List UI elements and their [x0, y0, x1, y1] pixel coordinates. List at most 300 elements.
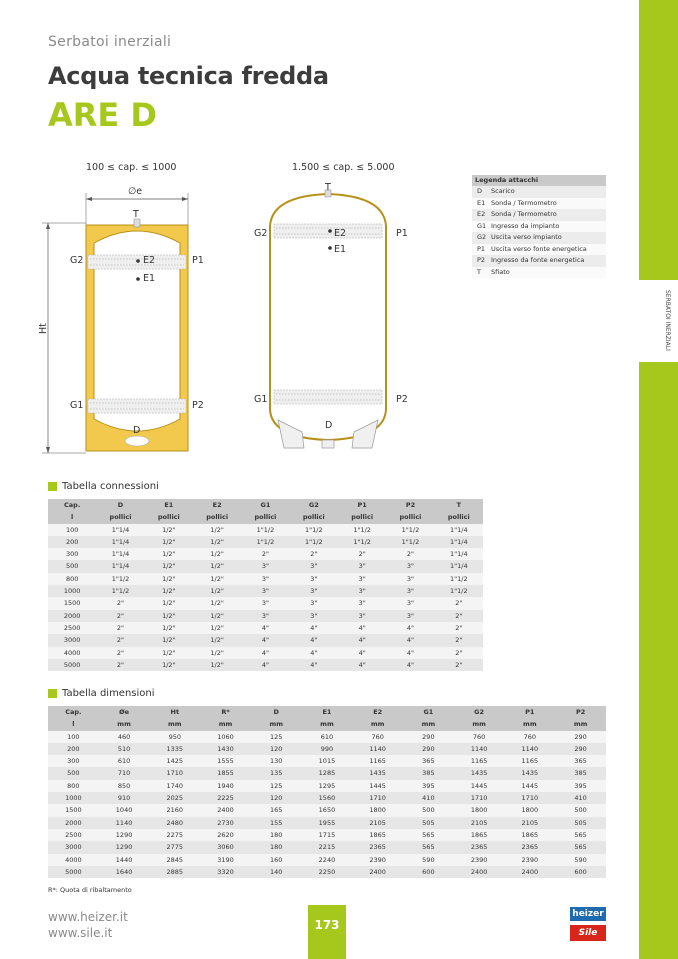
table-cell: 3"	[241, 573, 289, 585]
table-cell: 600	[555, 866, 606, 878]
table-cell: 2000	[48, 817, 99, 829]
table-cell: 1295	[302, 780, 353, 792]
column-header: Cap.	[48, 499, 96, 511]
table-cell: 505	[403, 817, 454, 829]
table-cell: 1/2"	[193, 610, 241, 622]
column-header: E2	[193, 499, 241, 511]
table-cell: 1650	[302, 804, 353, 816]
column-unit: pollici	[145, 511, 193, 523]
table-cell: 100	[48, 524, 96, 536]
large-label-g1: G1	[254, 394, 268, 405]
website-link-heizer[interactable]: www.heizer.it	[48, 910, 128, 924]
table-cell: 1560	[302, 792, 353, 804]
table-cell: 3"	[386, 560, 434, 572]
footnote: R*: Quota di ribaltamento	[48, 886, 132, 894]
table-row	[48, 829, 606, 841]
model-name: ARE D	[48, 96, 157, 134]
table-cell: 565	[403, 829, 454, 841]
table-header-row	[48, 511, 483, 523]
small-label-diameter: ∅e	[128, 186, 143, 197]
heizer-logo: heizer	[570, 907, 606, 921]
table-cell: 1/2"	[193, 647, 241, 659]
table-cell: 155	[251, 817, 302, 829]
page-number: 173	[314, 918, 340, 932]
table-row	[48, 610, 483, 622]
large-label-g2: G2	[254, 228, 268, 239]
table-cell: 1"1/2	[290, 524, 338, 536]
table-cell: 120	[251, 792, 302, 804]
column-header: E1	[302, 706, 353, 718]
table-cell: 2845	[149, 854, 200, 866]
table-cell: 4"	[338, 659, 386, 671]
table-cell: 2400	[504, 866, 555, 878]
legend-row	[472, 209, 606, 221]
table-cell: 290	[403, 743, 454, 755]
table-cell: 2105	[504, 817, 555, 829]
table-cell: 850	[99, 780, 150, 792]
side-accent-bar-bottom	[639, 362, 678, 959]
column-header: P1	[338, 499, 386, 511]
legend-desc: Sonda / Termometro	[491, 210, 557, 218]
large-tank-diagram	[264, 186, 394, 456]
table-cell: 2"	[338, 548, 386, 560]
table-row	[48, 573, 483, 585]
table-cell: 2885	[149, 866, 200, 878]
table-cell: 1"1/2	[96, 573, 144, 585]
table-cell: 5000	[48, 659, 96, 671]
table-cell: 610	[302, 731, 353, 743]
table-cell: 3"	[386, 585, 434, 597]
dimensions-section-title	[48, 688, 155, 699]
table-cell: 1290	[99, 829, 150, 841]
large-label-e1: E1	[334, 244, 347, 255]
table-cell: 1000	[48, 792, 99, 804]
table-cell: 800	[48, 573, 96, 585]
table-row	[48, 866, 606, 878]
table-row	[48, 841, 606, 853]
legend-code: E1	[477, 198, 486, 207]
table-cell: 2365	[454, 841, 505, 853]
table-cell: 180	[251, 841, 302, 853]
large-label-p2: P2	[396, 394, 408, 405]
table-row	[48, 804, 606, 816]
small-tank-caption: 100 ≤ cap. ≤ 1000	[86, 162, 177, 173]
connections-title: Tabella connessioni	[62, 481, 159, 492]
table-cell: 2225	[200, 792, 251, 804]
table-cell: 200	[48, 536, 96, 548]
table-cell: 395	[555, 780, 606, 792]
table-cell: 1"1/2	[338, 536, 386, 548]
table-row	[48, 743, 606, 755]
column-header: R*	[200, 706, 251, 718]
table-cell: 1425	[149, 755, 200, 767]
column-unit: pollici	[241, 511, 289, 523]
table-cell: 800	[48, 780, 99, 792]
table-cell: 1865	[352, 829, 403, 841]
table-cell: 1000	[48, 585, 96, 597]
table-cell: 1445	[454, 780, 505, 792]
table-cell: 1/2"	[145, 647, 193, 659]
table-cell: 1865	[504, 829, 555, 841]
table-cell: 1640	[99, 866, 150, 878]
table-cell: 395	[403, 780, 454, 792]
table-cell: 4"	[290, 634, 338, 646]
table-cell: 1800	[454, 804, 505, 816]
table-cell: 1/2"	[193, 536, 241, 548]
table-cell: 3"	[241, 560, 289, 572]
table-cell: 1445	[504, 780, 555, 792]
legend-row	[472, 221, 606, 233]
table-header-row	[48, 718, 606, 730]
table-cell: 1/2"	[145, 524, 193, 536]
table-cell: 3"	[241, 585, 289, 597]
table-cell: 2"	[435, 622, 483, 634]
table-cell: 2160	[149, 804, 200, 816]
table-cell: 1/2"	[193, 597, 241, 609]
table-cell: 300	[48, 548, 96, 560]
table-cell: 2390	[352, 854, 403, 866]
table-cell: 2"	[386, 548, 434, 560]
table-cell: 910	[99, 792, 150, 804]
table-cell: 2"	[435, 634, 483, 646]
table-cell: 1285	[302, 767, 353, 779]
table-cell: 1/2"	[145, 622, 193, 634]
table-cell: 1"1/4	[435, 560, 483, 572]
table-cell: 2480	[149, 817, 200, 829]
table-cell: 460	[99, 731, 150, 743]
legend-code: E2	[477, 210, 486, 218]
table-cell: 1/2"	[145, 597, 193, 609]
table-cell: 2250	[302, 866, 353, 878]
table-cell: 4"	[386, 659, 434, 671]
column-unit: mm	[403, 718, 454, 730]
large-tank-caption: 1.500 ≤ cap. ≤ 5.000	[292, 162, 395, 173]
table-cell: 1/2"	[193, 622, 241, 634]
column-header: E1	[145, 499, 193, 511]
table-cell: 2365	[352, 841, 403, 853]
table-cell: 4"	[241, 622, 289, 634]
table-cell: 290	[403, 731, 454, 743]
table-cell: 2"	[96, 659, 144, 671]
table-cell: 290	[555, 743, 606, 755]
table-cell: 2400	[352, 866, 403, 878]
table-cell: 500	[48, 767, 99, 779]
column-header: D	[96, 499, 144, 511]
table-cell: 1060	[200, 731, 251, 743]
column-unit: pollici	[290, 511, 338, 523]
table-cell: 500	[403, 804, 454, 816]
legend-title: Legenda attacchi	[472, 175, 606, 186]
small-label-g1: G1	[70, 400, 84, 411]
table-cell: 180	[251, 829, 302, 841]
table-cell: 1435	[504, 767, 555, 779]
table-cell: 1"1/4	[435, 536, 483, 548]
table-cell: 3"	[338, 597, 386, 609]
table-cell: 1955	[302, 817, 353, 829]
table-cell: 300	[48, 755, 99, 767]
table-cell: 1855	[200, 767, 251, 779]
table-row	[48, 524, 483, 536]
table-cell: 3"	[290, 585, 338, 597]
table-cell: 1/2"	[145, 634, 193, 646]
side-tab-label: SERBATOI INERZIALI	[664, 290, 671, 351]
table-cell: 100	[48, 731, 99, 743]
table-row	[48, 854, 606, 866]
table-cell: 1"1/2	[241, 536, 289, 548]
table-cell: 4000	[48, 854, 99, 866]
table-cell: 1/2"	[145, 536, 193, 548]
table-cell: 1/2"	[193, 548, 241, 560]
table-cell: 1140	[99, 817, 150, 829]
table-cell: 1/2"	[193, 560, 241, 572]
sile-logo: Sile	[570, 925, 606, 941]
table-cell: 3000	[48, 841, 99, 853]
section-marker	[48, 689, 57, 698]
table-cell: 3"	[338, 585, 386, 597]
table-cell: 1710	[149, 767, 200, 779]
table-cell: 1"1/4	[96, 560, 144, 572]
table-cell: 2"	[435, 647, 483, 659]
table-cell: 1/2"	[145, 659, 193, 671]
table-cell: 1040	[99, 804, 150, 816]
table-cell: 3"	[338, 573, 386, 585]
category-title: Serbatoi inerziali	[48, 34, 172, 50]
table-cell: 1800	[352, 804, 403, 816]
table-cell: 140	[251, 866, 302, 878]
table-cell: 565	[555, 829, 606, 841]
table-cell: 4"	[290, 659, 338, 671]
large-label-p1: P1	[396, 228, 408, 239]
legend-code: P1	[477, 244, 486, 253]
table-cell: 2500	[48, 622, 96, 634]
table-cell: 1140	[504, 743, 555, 755]
table-cell: 410	[403, 792, 454, 804]
column-unit: mm	[454, 718, 505, 730]
table-cell: 2"	[241, 548, 289, 560]
table-cell: 1"1/4	[96, 548, 144, 560]
legend-row	[472, 198, 606, 210]
table-cell: 1800	[504, 804, 555, 816]
connections-section-title	[48, 481, 159, 492]
table-cell: 1015	[302, 755, 353, 767]
column-header: T	[435, 499, 483, 511]
table-cell: 590	[403, 854, 454, 866]
column-unit: pollici	[386, 511, 434, 523]
table-row	[48, 792, 606, 804]
table-cell: 120	[251, 743, 302, 755]
table-cell: 2"	[96, 634, 144, 646]
dimensions-title: Tabella dimensioni	[62, 688, 155, 699]
legend-desc: Ingresso da impianto	[491, 221, 560, 230]
table-cell: 1/2"	[145, 548, 193, 560]
large-label-t: T	[325, 182, 331, 193]
table-cell: 2215	[302, 841, 353, 853]
table-cell: 505	[555, 817, 606, 829]
table-cell: 385	[403, 767, 454, 779]
table-cell: 3"	[386, 610, 434, 622]
table-cell: 125	[251, 731, 302, 743]
table-cell: 1335	[149, 743, 200, 755]
table-cell: 3"	[338, 610, 386, 622]
table-cell: 2500	[48, 829, 99, 841]
table-cell: 760	[504, 731, 555, 743]
table-cell: 1/2"	[145, 560, 193, 572]
column-header: G2	[290, 499, 338, 511]
table-cell: 510	[99, 743, 150, 755]
column-header: G2	[454, 706, 505, 718]
legend-row	[472, 244, 606, 256]
table-row	[48, 536, 483, 548]
legend-desc: Sfiato	[491, 267, 510, 276]
table-cell: 500	[555, 804, 606, 816]
table-cell: 590	[555, 854, 606, 866]
column-header: G1	[241, 499, 289, 511]
table-cell: 4"	[241, 659, 289, 671]
legend-row	[472, 232, 606, 244]
small-label-p2: P2	[192, 400, 204, 411]
table-cell: 2390	[504, 854, 555, 866]
column-header: Ht	[149, 706, 200, 718]
legend-code: G1	[477, 221, 487, 230]
table-cell: 4"	[338, 634, 386, 646]
legend-code: D	[477, 187, 483, 195]
table-cell: 3"	[290, 597, 338, 609]
table-row	[48, 585, 483, 597]
table-cell: 710	[99, 767, 150, 779]
column-header: P2	[386, 499, 434, 511]
table-cell: 2000	[48, 610, 96, 622]
legend-desc: Sonda / Termometro	[491, 198, 557, 207]
table-cell: 2"	[96, 597, 144, 609]
legend-code: P2	[477, 256, 486, 264]
column-unit: pollici	[435, 511, 483, 523]
page-title: Acqua tecnica fredda	[48, 62, 329, 90]
table-cell: 1/2"	[193, 524, 241, 536]
website-link-sile[interactable]: www.sile.it	[48, 926, 113, 940]
table-cell: 1445	[352, 780, 403, 792]
table-cell: 3"	[241, 610, 289, 622]
table-cell: 3320	[200, 866, 251, 878]
table-cell: 1500	[48, 597, 96, 609]
legend-code: G2	[477, 233, 487, 241]
small-label-e1: E1	[143, 273, 156, 284]
table-cell: 410	[555, 792, 606, 804]
table-cell: 1"1/4	[96, 536, 144, 548]
table-cell: 1"1/2	[338, 524, 386, 536]
table-cell: 1710	[454, 792, 505, 804]
column-unit: l	[48, 511, 96, 523]
small-label-g2: G2	[70, 255, 84, 266]
connections-legend	[472, 175, 606, 278]
table-cell: 565	[555, 841, 606, 853]
legend-code: T	[477, 267, 481, 276]
table-cell: 3"	[290, 560, 338, 572]
table-cell: 1140	[454, 743, 505, 755]
table-cell: 1"1/4	[96, 524, 144, 536]
table-cell: 2"	[96, 622, 144, 634]
table-cell: 1"1/2	[241, 524, 289, 536]
column-header: P2	[555, 706, 606, 718]
small-label-e2: E2	[143, 255, 156, 266]
legend-desc: Uscita verso impianto	[491, 233, 562, 241]
table-row	[48, 548, 483, 560]
table-cell: 3"	[241, 597, 289, 609]
column-header: D	[251, 706, 302, 718]
table-cell: 1"1/2	[435, 573, 483, 585]
table-row	[48, 817, 606, 829]
column-header: Øe	[99, 706, 150, 718]
table-cell: 2"	[290, 548, 338, 560]
large-label-e2: E2	[334, 228, 347, 239]
table-cell: 290	[555, 731, 606, 743]
table-cell: 2"	[435, 659, 483, 671]
table-cell: 1"1/2	[386, 524, 434, 536]
small-label-p1: P1	[192, 255, 204, 266]
table-cell: 4000	[48, 647, 96, 659]
table-row	[48, 659, 483, 671]
table-row	[48, 622, 483, 634]
table-cell: 1"1/2	[435, 585, 483, 597]
legend-desc: Scarico	[491, 187, 515, 195]
table-cell: 1"1/2	[386, 536, 434, 548]
column-unit: mm	[99, 718, 150, 730]
table-cell: 4"	[386, 634, 434, 646]
table-cell: 1940	[200, 780, 251, 792]
column-unit: l	[48, 718, 99, 730]
table-cell: 1715	[302, 829, 353, 841]
table-cell: 1555	[200, 755, 251, 767]
table-cell: 4"	[386, 647, 434, 659]
table-cell: 1/2"	[193, 659, 241, 671]
table-cell: 165	[251, 804, 302, 816]
table-cell: 5000	[48, 866, 99, 878]
table-cell: 500	[48, 560, 96, 572]
table-cell: 3000	[48, 634, 96, 646]
table-row	[48, 755, 606, 767]
table-cell: 2390	[454, 854, 505, 866]
small-label-d: D	[133, 425, 141, 436]
column-header: P1	[504, 706, 555, 718]
table-cell: 2275	[149, 829, 200, 841]
column-unit: pollici	[193, 511, 241, 523]
table-row	[48, 560, 483, 572]
table-cell: 200	[48, 743, 99, 755]
table-cell: 160	[251, 854, 302, 866]
table-cell: 1/2"	[145, 573, 193, 585]
table-cell: 2775	[149, 841, 200, 853]
table-cell: 3190	[200, 854, 251, 866]
legend-row	[472, 186, 606, 198]
table-cell: 3"	[290, 610, 338, 622]
table-cell: 3"	[386, 597, 434, 609]
table-cell: 2"	[435, 597, 483, 609]
column-unit: mm	[302, 718, 353, 730]
table-cell: 1/2"	[193, 573, 241, 585]
table-header-row	[48, 499, 483, 511]
table-header-row	[48, 706, 606, 718]
table-cell: 2400	[200, 804, 251, 816]
table-cell: 1710	[352, 792, 403, 804]
table-cell: 2400	[454, 866, 505, 878]
table-cell: 1435	[352, 767, 403, 779]
legend-row	[472, 267, 606, 279]
table-row	[48, 597, 483, 609]
table-cell: 1/2"	[145, 610, 193, 622]
column-unit: pollici	[96, 511, 144, 523]
column-header: E2	[352, 706, 403, 718]
column-unit: mm	[149, 718, 200, 730]
large-label-d: D	[325, 420, 333, 431]
